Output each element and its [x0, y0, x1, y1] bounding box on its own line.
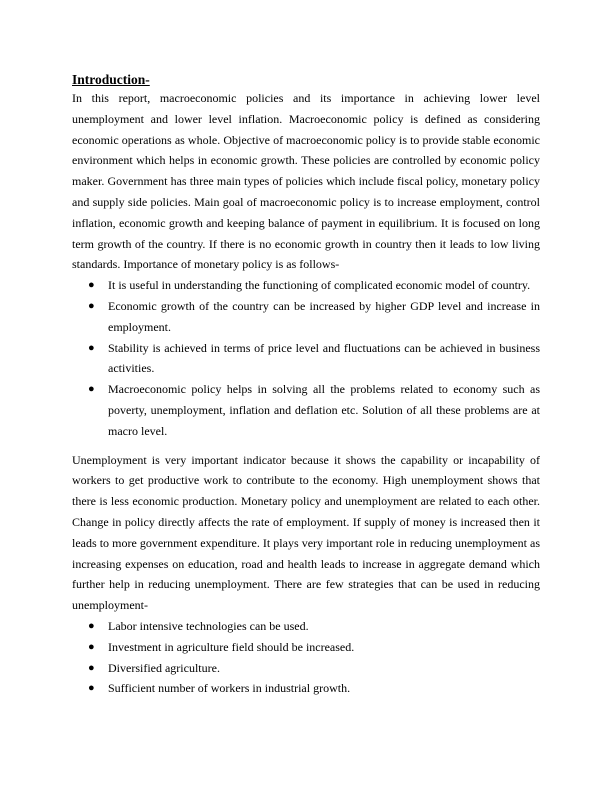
list-item-text: Labor intensive technologies can be used. [108, 618, 309, 633]
list-item-text: Investment in agriculture field should be increased. [108, 639, 355, 654]
list-item [72, 637, 540, 658]
intro-paragraph: In this report, macroeconomic policies and its importance in achieving lower level unemployment and lower level inflation. Macroeconomic policy is defined as considering economic operations as whole. Objective of macroeconomic policy is to provide stable economic environment which helps in economic growth. These policies are controlled by economic policy maker. Government has three main types of policies which include fiscal policy, monetary policy and supply side policies. Main goal of macroeconomic policy is to increase employment, control inflation, economic growth and keeping balance of payment in equilibrium. It is focused on long term growth of the country. If there is no economic growth in country then it leads to low living standards. Importance of monetary policy is as follows- [72, 91, 540, 272]
bullet-icon: ● [88, 299, 95, 312]
section-heading: Introduction- [72, 72, 150, 87]
list-item [72, 296, 540, 338]
list-item [72, 658, 540, 679]
list-item [72, 678, 540, 699]
list-item-text: Macroeconomic policy helps in solving all the problems related to economy such as poverty, unemployment, inflation and deflation etc. Solution of all these problems are at macro level. [108, 382, 540, 438]
bullet-icon: ● [88, 279, 95, 292]
list-item [72, 338, 540, 380]
bullet-icon: ● [88, 383, 95, 396]
bullet-icon: ● [88, 661, 95, 674]
list-item [72, 379, 540, 441]
bullet-icon: ● [88, 619, 95, 632]
list-item [72, 616, 540, 637]
list-item-text: Stability is achieved in terms of price level and fluctuations can be achieved in business activities. [108, 340, 540, 376]
list-item-text: It is useful in understanding the functioning of complicated economic model of country. [108, 278, 531, 293]
bullet-icon: ● [88, 341, 95, 354]
bullet-icon: ● [88, 682, 95, 695]
strategies-list [72, 616, 540, 699]
importance-list [72, 275, 540, 441]
unemployment-paragraph: Unemployment is very important indicator because it shows the capability or incapability of workers to get productive work to contribute to the economy. High unemployment shows that there is less economic production. Monetary policy and unemployment are related to each other. Change in policy directly affects the rate of employment. If supply of money is increased then it leads to more government expenditure. It plays very important role in reducing unemployment as increasing expenses on education, road and health leads to increase in aggregate demand which further help in reducing unemployment. There are few strategies that can be used in reducing unemployment- [72, 452, 540, 613]
list-item [72, 275, 540, 296]
document-page [72, 72, 540, 699]
bullet-icon: ● [88, 640, 95, 653]
list-item-text: Economic growth of the country can be increased by higher GDP level and increase in employment. [108, 298, 540, 334]
list-item-text: Diversified agriculture. [108, 660, 220, 675]
list-item-text: Sufficient number of workers in industrial growth. [108, 681, 351, 696]
